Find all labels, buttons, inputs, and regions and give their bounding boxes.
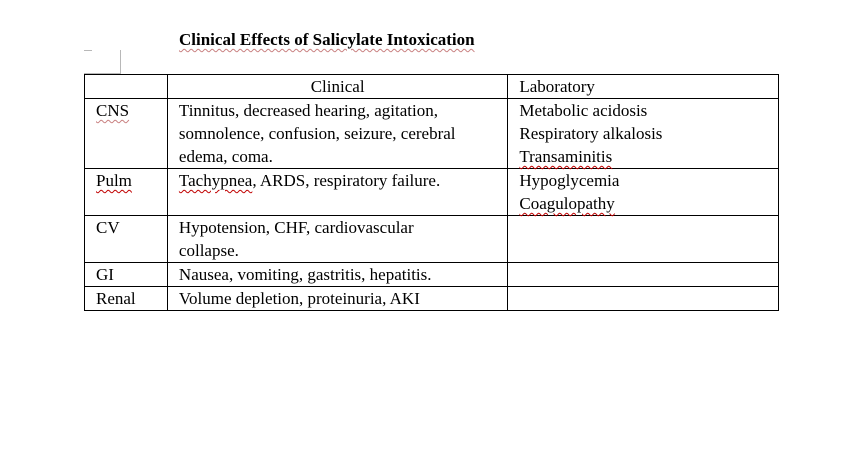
- clinical-cell-pulm: [167, 169, 507, 216]
- laboratory-line: Coagulopathy: [519, 194, 615, 213]
- table-row-cns: [85, 99, 779, 169]
- clinical-term-tachypnea: Tachypnea: [178, 171, 253, 190]
- header-system-cell: [85, 75, 168, 99]
- table-header-row: [85, 75, 779, 99]
- document-title: [179, 30, 475, 50]
- table-row-cv: [85, 216, 779, 263]
- table-row-pulm: [85, 169, 779, 216]
- clinical-line: Tinnitus, decreased hearing, agitation,: [178, 101, 438, 120]
- clinical-line: collapse.: [178, 241, 239, 260]
- system-label-renal: Renal: [96, 289, 136, 308]
- laboratory-line: Metabolic acidosis: [519, 101, 648, 120]
- laboratory-cell-gi: [508, 263, 779, 287]
- laboratory-cell-cns: [508, 99, 779, 169]
- clinical-line: Hypotension, CHF, cardiovascular: [178, 218, 414, 237]
- header-laboratory: Laboratory: [508, 75, 779, 99]
- system-label-cv: CV: [96, 218, 120, 237]
- system-cell-renal: [85, 287, 168, 311]
- table-row-renal: [85, 287, 779, 311]
- header-clinical: Clinical: [167, 75, 507, 99]
- page-margin-marker: [84, 50, 121, 74]
- laboratory-line-wrapper: [519, 145, 774, 168]
- document-title-text: Clinical Effects of Salicylate Intoxication: [179, 30, 475, 49]
- clinical-line: Nausea, vomiting, gastritis, hepatitis.: [178, 265, 432, 284]
- laboratory-cell-cv: [508, 216, 779, 263]
- system-cell-cns: [85, 99, 168, 169]
- laboratory-line-wrapper: [519, 192, 774, 215]
- clinical-cell-cns: [167, 99, 507, 169]
- clinical-cell-gi: [167, 263, 507, 287]
- laboratory-line: Respiratory alkalosis: [519, 124, 663, 143]
- system-label-pulm: Pulm: [96, 171, 132, 190]
- laboratory-cell-renal: [508, 287, 779, 311]
- salicylate-effects-table: [84, 74, 779, 311]
- laboratory-line: Hypoglycemia: [519, 171, 620, 190]
- system-cell-gi: [85, 263, 168, 287]
- clinical-line: [179, 169, 503, 192]
- clinical-line: somnolence, confusion, seizure, cerebral: [178, 124, 456, 143]
- system-cell-cv: [85, 216, 168, 263]
- clinical-cell-renal: [167, 287, 507, 311]
- page-margin-marker-nub: [84, 50, 92, 51]
- clinical-cell-cv: [167, 216, 507, 263]
- laboratory-cell-pulm: [508, 169, 779, 216]
- system-cell-pulm: [85, 169, 168, 216]
- table-row-gi: [85, 263, 779, 287]
- clinical-text-rest: , ARDS, respiratory failure.: [252, 171, 441, 190]
- laboratory-line: Transaminitis: [519, 147, 613, 166]
- system-label-cns: CNS: [96, 101, 130, 120]
- clinical-line: Volume depletion, proteinuria, AKI: [178, 289, 420, 308]
- clinical-line: edema, coma.: [178, 147, 273, 166]
- system-label-gi: GI: [96, 265, 114, 284]
